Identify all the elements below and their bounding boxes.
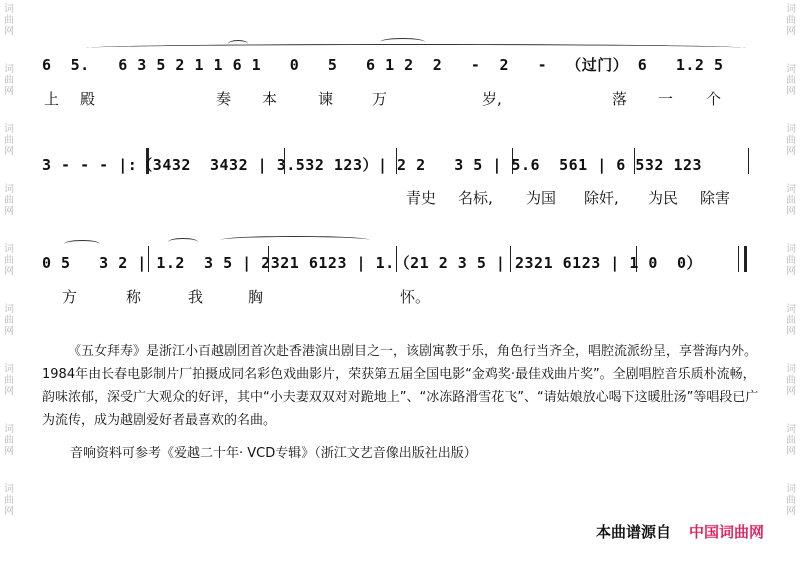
lyric-row-1-4: 谏 [318, 90, 334, 108]
watermark-right-3: 词 曲 网 [786, 124, 796, 157]
watermark-right-7: 词 曲 网 [786, 364, 796, 397]
lyric-row-1-3: 本 [262, 90, 278, 108]
lyric-row-3-4: 怀。 [400, 288, 431, 306]
lyric-row-1-9: 个 [706, 90, 722, 108]
reference-note: 音响资料可参考《爱越二十年· VCD专辑》（浙江文艺音像出版社出版） [70, 446, 477, 461]
site-name: 中国词曲网 [688, 523, 764, 541]
slur-arc [168, 238, 198, 246]
lyric-row-2-0: 青史 [406, 189, 437, 207]
lyric-row-1-7: 落 [612, 90, 628, 108]
lyric-row-3-3: 胸 [248, 288, 264, 306]
lyric-row-1-5: 万 [372, 90, 388, 108]
watermark-left-9: 词 曲 网 [4, 484, 14, 517]
watermark-left-4: 词 曲 网 [4, 184, 14, 217]
watermark-right-1: 词 曲 网 [786, 4, 796, 37]
watermark-left-6: 词 曲 网 [4, 304, 14, 337]
watermark-left-5: 词 曲 网 [4, 244, 14, 277]
description-paragraph: 《五女拜寿》是浙江小百越剧团首次赴香港演出剧目之一，该剧寓教于乐，角色行当齐全，唱腔流派纷呈，享誉海内外。1984年由长春电影制片厂拍摄成同名彩色戏曲影片，荣获第五届全国电影“金鸡奖·最佳戏曲片奖”。全剧唱腔音乐质朴流畅，韵味浓郁，深受广大观众的好评，其中“小夫妻双双对对跪地上”、“冰冻路滑雪花飞”、“请姑娘放心喝下这暖肚汤”等唱段已广为流传，成为越剧爱好者最喜欢的名曲。 [42, 344, 759, 428]
watermark-right-6: 词 曲 网 [786, 304, 796, 337]
watermark-left-3: 词 曲 网 [4, 124, 14, 157]
notes-row-1: 6 5. 6 3 5 2 1 1 6 1 0 5 6 1 2 2 - 2 - （过门） 6 1.2 5 [42, 56, 724, 74]
source-label: 本曲谱源自 [595, 523, 671, 541]
lyric-row-2-2: 为国 [526, 189, 557, 207]
barline [738, 246, 739, 272]
final-barline [744, 246, 747, 272]
watermark-right-5: 词 曲 网 [786, 244, 796, 277]
lyric-row-1-0: 上 [44, 90, 60, 108]
lyric-row-1-2: 奏 [216, 90, 232, 108]
notes-row-3: 0 5 3 2 | 1.2 3 5 | 2321 6123 | 1.（21 2 3 5 | 2321 6123 | 1 0 0） [42, 254, 703, 272]
watermark-right-4: 词 曲 网 [786, 184, 796, 217]
watermark-left-8: 词 曲 网 [4, 424, 14, 457]
lyric-row-3-1: 称 [126, 288, 142, 306]
notes-row-2: 3 - - - |:（3432 3432 | 3.532 123）| 2 2 3 5 | 5.6 561 | 6 532 123 [42, 156, 703, 174]
lyric-row-2-1: 名标, [458, 189, 493, 207]
lyric-row-1-8: 一 [658, 90, 674, 108]
watermark-left-7: 词 曲 网 [4, 364, 14, 397]
watermark-right-9: 词 曲 网 [786, 484, 796, 517]
lyric-row-2-3: 除奸, [584, 189, 619, 207]
source-footer [596, 521, 764, 542]
slur-arc [220, 236, 370, 244]
lyric-row-1-1: 殿 [80, 90, 96, 108]
watermark-right-8: 词 曲 网 [786, 424, 796, 457]
lyric-row-3-2: 我 [188, 288, 204, 306]
watermark-left-1: 词 曲 网 [4, 4, 14, 37]
lyric-row-2-5: 除害 [700, 189, 731, 207]
lyric-row-2-4: 为民 [648, 189, 679, 207]
watermark-right-2: 词 曲 网 [786, 64, 796, 97]
slur-arc [64, 240, 100, 248]
lyric-row-3-0: 方 [62, 288, 78, 306]
lyric-row-1-6: 岁, [482, 90, 502, 108]
watermark-left-2: 词 曲 网 [4, 64, 14, 97]
